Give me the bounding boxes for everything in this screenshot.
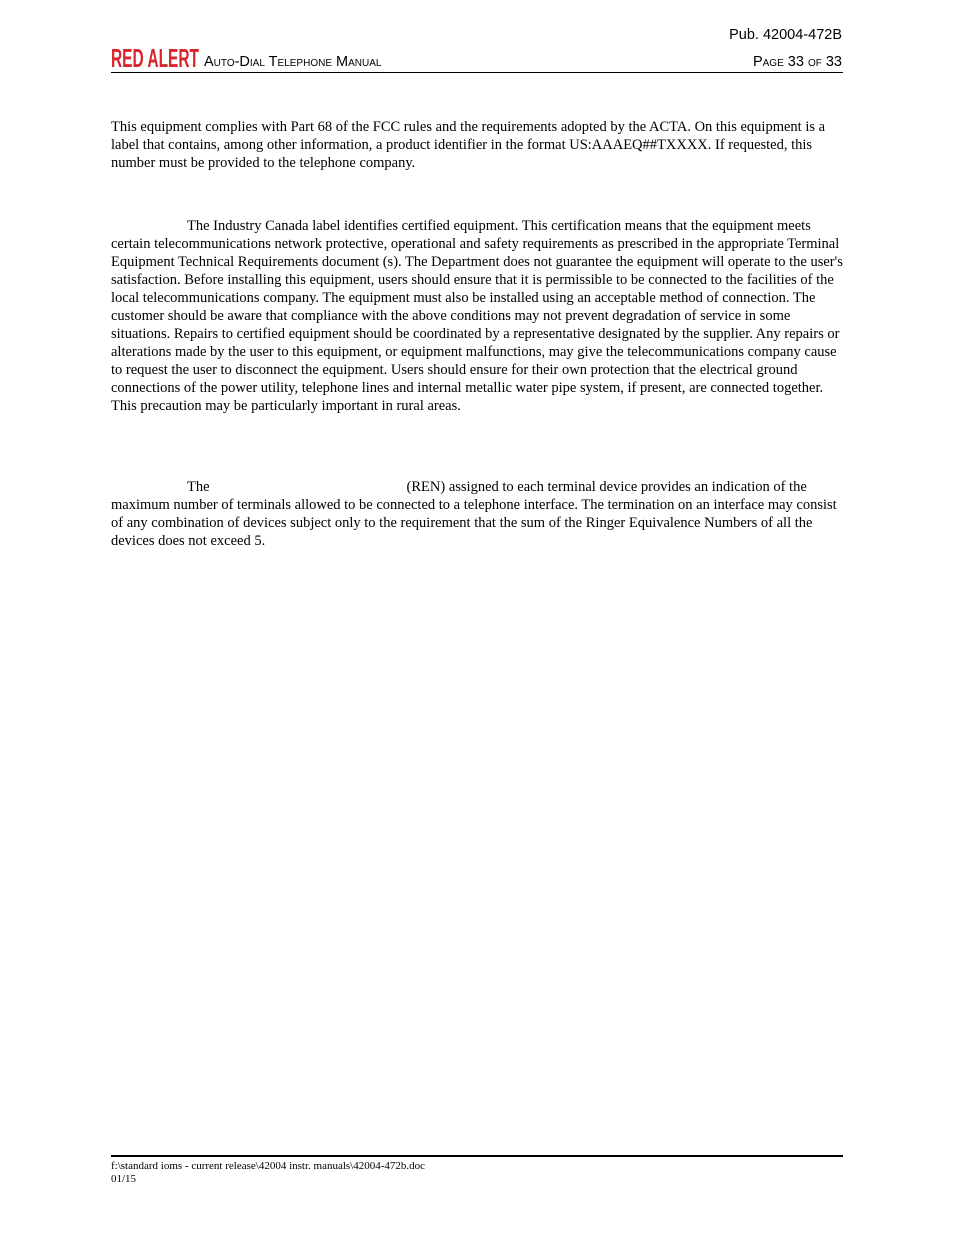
manual-title: Auto-Dial Telephone Manual xyxy=(204,54,382,70)
logo-text: RED ALERT xyxy=(111,44,200,70)
footer-file-path: f:\standard ioms - current release\42004 instr. manuals\42004-472b.doc xyxy=(111,1160,426,1172)
ren-paragraph-text: (REN) assigned to each terminal device provides an indication of the maximum number of terminals allowed to be connected to a telephone interface. The termination on an interface may consist of any combination of devices subject only to the requirement that the sum of the Ringer Equivalence Numbers of all the devices does not exceed 5. xyxy=(111,479,837,549)
header-divider xyxy=(111,72,843,73)
footer-divider xyxy=(111,1155,843,1157)
page-number: Page 33 of 33 xyxy=(752,54,842,70)
industry-canada-paragraph xyxy=(111,217,843,415)
footer-date: 01/15 xyxy=(111,1173,137,1185)
red-alert-logo xyxy=(111,44,201,70)
ren-paragraph xyxy=(111,478,843,550)
footer xyxy=(111,1160,843,1186)
fcc-paragraph-text: This equipment complies with Part 68 of the FCC rules and the requirements adopted by the ACTA. On this equipment is a label that contains, among other information, a product identifier in the format US:AAAEQ##TXXXX. If requested, this number must be provided to the telephone company. xyxy=(111,119,826,171)
ren-paragraph-start: The xyxy=(187,479,210,495)
industry-canada-paragraph-text: The Industry Canada label identifies certified equipment. This certification means that the equipment meets certain telecommunications network protective, operational and safety requirements as prescribed in the appropriate Terminal Equipment Technical Requirements document (s). The Department does not guarantee the equipment will operate to the user's satisfaction. Before installing this equipment, users should ensure that it is permissible to be connected to the facilities of the local telecommunications company. The equipment must also be installed using an acceptable method of connection. The customer should be aware that compliance with the above conditions may not prevent degradation of service in some situations. Repairs to certified equipment should be coordinated by a representative designated by the supplier. Any repairs or alterations made by the user to this equipment, or equipment malfunctions, may give the telecommunications company cause to request the user to disconnect the equipment. Users should ensure for their own protection that the electrical ground connections of the power utility, telephone lines and internal metallic water pipe system, if present, are connected together. This precaution may be particularly important in rural areas. xyxy=(111,218,843,414)
fcc-paragraph xyxy=(111,118,843,172)
publication-number: Pub. 42004-472B xyxy=(729,27,842,43)
